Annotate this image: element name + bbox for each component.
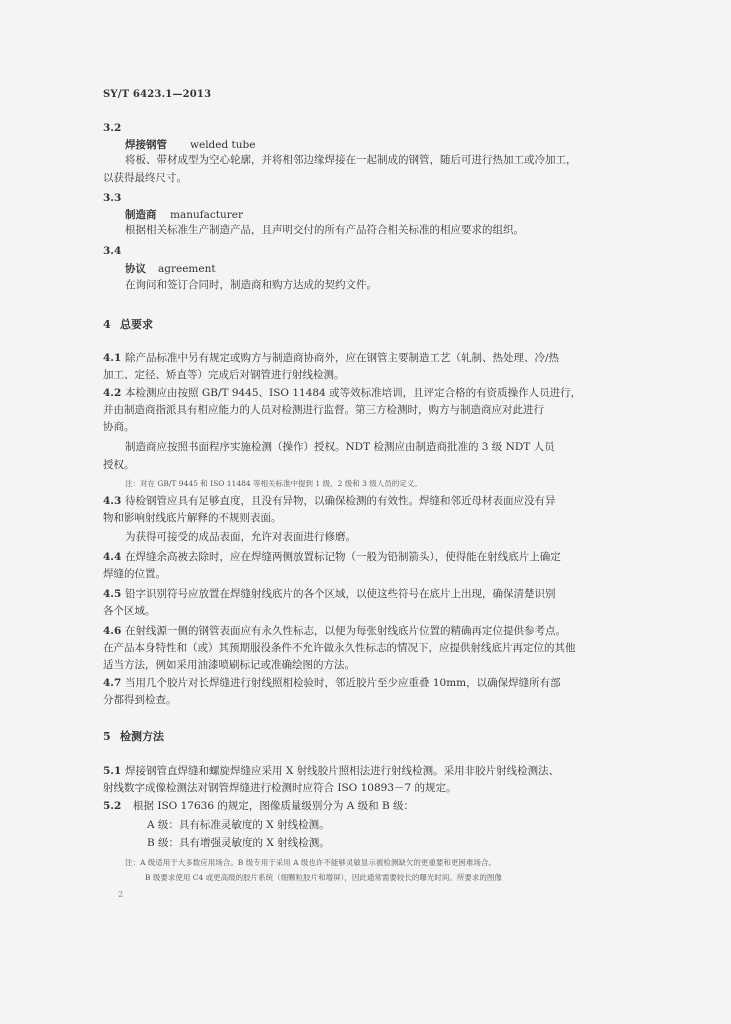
section-4-title: 总要求 [120, 318, 153, 331]
section-5-number: 5 [103, 730, 111, 743]
clause-3-4-definition: 在询问和签订合同时，制造商和购方达成的契约文件。 [125, 279, 377, 291]
clause-4-2-line-3: 协商。 [103, 421, 135, 433]
clause-5-2-grade-a: A 级：具有标准灵敏度的 X 射线检测。 [147, 819, 330, 831]
clause-3-3-term-en: manufacturer [170, 209, 244, 221]
clause-4-4-line-2: 焊缝的位置。 [103, 568, 166, 580]
section-5-title: 检测方法 [120, 730, 164, 743]
clause-4-1-number: 4.1 [103, 352, 122, 364]
clause-5-2-line-1: 根据 ISO 17636 的规定，图像质量级别分为 A 级和 B 级： [133, 800, 415, 812]
clause-5-1-line-2: 射线数字成像检测法对钢管焊缝进行检测时应符合 ISO 10893－7 的规定。 [103, 782, 457, 794]
clause-4-6-number: 4.6 [103, 625, 122, 637]
clause-3-2-definition-line-2: 以获得最终尺寸。 [103, 172, 187, 184]
clause-3-3-term-zh: 制造商 [125, 209, 157, 221]
clause-4-6-line-2: 在产品本身特性和（或）其预期服役条件不允许做永久性标志的情况下，应提供射线底片再定位的其他 [103, 642, 576, 654]
clause-4-3-line-1: 待检钢管应具有足够直度，且没有异物，以确保检测的有效性。焊缝和邻近母材表面应没有异 [125, 495, 556, 507]
clause-3-3-definition: 根据相关标准生产制造产品，且声明交付的所有产品符合相关标准的相应要求的组织。 [125, 224, 524, 236]
clause-4-7-number: 4.7 [103, 677, 122, 689]
clause-3-2-definition-line-1: 将板、带材成型为空心轮廓，并将相邻边缘焊接在一起制成的钢管，随后可进行热加工或冷加工， [125, 154, 577, 166]
clause-4-6-line-3: 适当方法，例如采用油漆喷刷标记或准确绘图的方法。 [103, 659, 355, 671]
clause-5-2-note-line-2: B 级要求使用 C4 或更高级的胶片系统（细颗粒胶片和增屏），因此通常需要较长的曝光时间。所要求的图像 [145, 873, 502, 882]
clause-4-1-line-2: 加工、定径、矫直等）完成后对钢管进行射线检测。 [103, 369, 345, 381]
clause-4-2-line-5: 授权。 [103, 459, 135, 471]
clause-4-2-line-2: 并由制造商指派具有相应能力的人员对检测进行监督。第三方检测时，购方与制造商应对此进行 [103, 404, 544, 416]
clause-3-4-number: 3.4 [103, 245, 122, 257]
clause-4-2-note: 注：对在 GB/T 9445 和 ISO 11484 等相关标准中提到 1 级、2 级和 3 级人员的定义。 [125, 479, 422, 488]
clause-5-2-grade-b: B 级：具有增强灵敏度的 X 射线检测。 [147, 837, 330, 849]
clause-4-4-line-1: 在焊缝余高被去除时，应在焊缝两侧放置标记物（一般为铅制箭头），使得能在射线底片上确定 [125, 551, 561, 563]
clause-3-3-number: 3.3 [103, 192, 122, 204]
clause-4-7-line-1: 当用几个胶片对长焊缝进行射线照相检验时，邻近胶片至少应重叠 10mm，以确保焊缝所有部 [125, 677, 561, 689]
clause-4-5-number: 4.5 [103, 588, 122, 600]
standard-number-header: SY/T 6423.1—2013 [103, 89, 212, 100]
clause-3-2-term-en: welded tube [190, 139, 256, 151]
clause-3-2-term-zh: 焊接钢管 [125, 139, 167, 151]
clause-4-3-number: 4.3 [103, 495, 122, 507]
clause-4-7-line-2: 分都得到检查。 [103, 694, 177, 706]
clause-3-4-term-zh: 协议 [125, 263, 146, 275]
clause-5-2-note-line-1: 注：A 级适用于大多数应用场合。B 级专用于采用 A 级也许不能够灵敏显示被检测缺欠的更重要和更困难场合。 [125, 858, 496, 867]
clause-4-1-line-1: 除产品标准中另有规定或购方与制造商协商外，应在钢管主要制造工艺（轧制、热处理、冷/热 [125, 352, 560, 364]
clause-4-6-line-1: 在射线源一侧的钢管表面应有永久性标志，以便为每张射线底片位置的精确再定位提供参考点。 [125, 625, 566, 637]
clause-4-3-line-3: 为获得可接受的成品表面，允许对表面进行修磨。 [125, 531, 356, 543]
clause-4-4-number: 4.4 [103, 551, 122, 563]
page-number: 2 [118, 890, 124, 899]
section-4-number: 4 [103, 318, 111, 331]
clause-4-2-line-1: 本检测应由按照 GB/T 9445、ISO 11484 或等效标准培训，且评定合格的有资质操作人员进行， [125, 387, 582, 399]
clause-4-2-line-4: 制造商应按照书面程序实施检测（操作）授权。NDT 检测应由制造商批准的 3 级 NDT 人员 [125, 441, 555, 453]
clause-5-1-number: 5.1 [103, 765, 122, 777]
clause-4-3-line-2: 物和影响射线底片解释的不规则表面。 [103, 512, 282, 524]
clause-4-2-number: 4.2 [103, 387, 122, 399]
clause-3-4-term-en: agreement [158, 263, 216, 275]
clause-4-5-line-1: 铅字识别符号应放置在焊缝射线底片的各个区域，以使这些符号在底片上出现，确保清楚识别 [125, 588, 556, 600]
clause-5-1-line-1: 焊接钢管直焊缝和螺旋焊缝应采用 X 射线胶片照相法进行射线检测。采用非胶片射线检测法、 [125, 765, 560, 777]
clause-5-2-number: 5.2 [103, 800, 122, 812]
clause-4-5-line-2: 各个区域。 [103, 605, 156, 617]
clause-3-2-number: 3.2 [103, 122, 122, 134]
